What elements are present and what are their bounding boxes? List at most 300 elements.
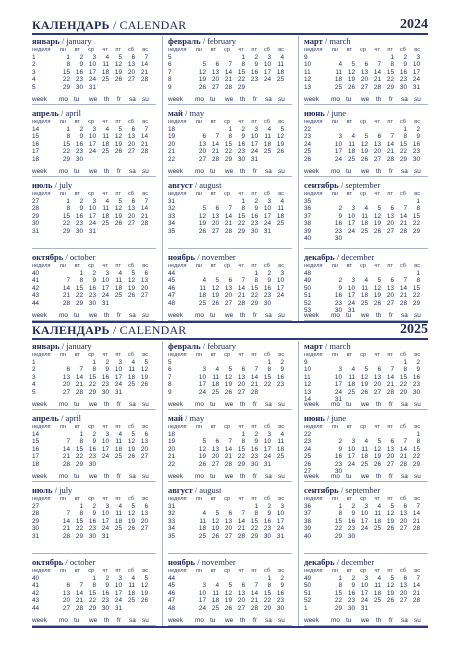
month-name	[32, 180, 72, 190]
month-name-ru: апрель	[32, 108, 59, 118]
day-cell: 21	[386, 148, 394, 156]
week-number: 44	[32, 604, 40, 612]
day-cell: 5	[118, 126, 122, 133]
day-cell: 13	[140, 510, 148, 518]
weekday-label: неделя	[304, 191, 323, 197]
weekday-label: пн	[331, 263, 338, 269]
weekday-label: вс	[142, 119, 148, 125]
day-cell: 14	[237, 517, 245, 525]
day-cell: 28	[224, 227, 232, 235]
weekday-footer-label: th	[240, 617, 246, 624]
day-cell: 13	[211, 68, 219, 76]
weekday-footer-label: sa	[401, 96, 408, 103]
day-cell: 3	[416, 54, 420, 61]
weekday-footer-label: sa	[265, 617, 272, 624]
weekday-label: чт	[374, 496, 380, 502]
day-cell: 27	[360, 83, 368, 91]
day-cell: 29	[62, 227, 70, 235]
day-cell: 14	[386, 140, 394, 148]
weekday-footer-label: we	[361, 401, 370, 408]
month-february	[168, 36, 292, 106]
weekday-footer-label: we	[225, 473, 234, 480]
weekday-footer	[32, 473, 156, 481]
day-cell: 30	[412, 155, 420, 163]
day-cell: 8	[79, 438, 83, 446]
weekday-label: вс	[142, 424, 148, 430]
day-cell: 26	[198, 460, 206, 468]
row-divider	[32, 481, 156, 482]
day-cell: 4	[364, 205, 368, 213]
day-cell: 18	[101, 140, 109, 148]
weekday-header	[304, 495, 428, 503]
day-cell: 29	[399, 155, 407, 163]
day-cell: 4	[131, 575, 135, 582]
day-cell: 5	[131, 431, 135, 438]
day-cell: 27	[399, 597, 407, 605]
month-name-ru: январь	[32, 341, 60, 351]
weekday-label: чт	[102, 47, 108, 53]
weekday-label: чт	[374, 47, 380, 53]
day-cell: 24	[276, 525, 284, 533]
weekday-footer	[168, 617, 292, 625]
weekday-label: вс	[142, 568, 148, 574]
day-cell: 9	[403, 61, 407, 69]
day-cell: 15	[386, 68, 394, 76]
weekday-label: вт	[74, 119, 80, 125]
day-cell: 1	[241, 54, 245, 61]
day-cell: 31	[412, 83, 420, 91]
weekday-footer-label: tu	[346, 401, 352, 408]
day-cell: 4	[267, 126, 271, 133]
week-number: 18	[168, 126, 176, 133]
day-cell: 12	[198, 212, 206, 220]
day-cell: 31	[101, 299, 109, 307]
day-cell: 17	[334, 148, 342, 156]
weekday-footer-label: mo	[59, 312, 68, 319]
month-name-separator: /	[200, 36, 208, 46]
day-cell: 23	[250, 453, 258, 461]
day-cell: 17	[263, 445, 271, 453]
week-number: 4	[32, 381, 36, 389]
day-cell: 16	[88, 517, 96, 525]
day-cell: 29	[237, 83, 245, 91]
month-name-separator: /	[63, 252, 70, 262]
day-cell: 3	[92, 126, 96, 133]
day-cell: 21	[75, 381, 83, 389]
weekday-header	[32, 495, 156, 503]
day-cell: 16	[250, 445, 258, 453]
day-cell: 10	[88, 61, 96, 69]
week-number: 12	[304, 381, 312, 389]
weekday-footer-label: we	[89, 312, 98, 319]
day-cell: 30	[88, 299, 96, 307]
week-number: 1	[32, 359, 36, 366]
weekday-label: сб	[399, 119, 406, 125]
year-header	[32, 18, 428, 34]
weekday-label: вт	[346, 496, 352, 502]
weekday-label: вс	[414, 119, 420, 125]
row-divider	[32, 553, 156, 554]
weekday-label: чт	[102, 496, 108, 502]
weekday-footer-label: we	[89, 96, 98, 103]
day-cell: 17	[198, 381, 206, 389]
weekday-label: пт	[251, 352, 257, 358]
weekday-footer-label: th	[376, 96, 382, 103]
day-cell: 18	[347, 381, 355, 389]
weekday-header	[304, 262, 428, 270]
weekday-footer-label: th	[104, 617, 110, 624]
weekday-footer-label: fr	[389, 473, 393, 480]
month-october	[32, 557, 156, 627]
day-cell: 12	[140, 366, 148, 374]
day-cell: 14	[386, 373, 394, 381]
day-cell: 1	[79, 270, 83, 277]
weekday-label: вс	[414, 263, 420, 269]
day-cell: 23	[276, 597, 284, 605]
day-cell: 7	[254, 582, 258, 590]
row-divider	[32, 248, 156, 249]
day-cell: 1	[241, 198, 245, 205]
week-number: 22	[168, 155, 176, 163]
day-cell: 13	[386, 445, 394, 453]
day-cell: 7	[66, 277, 70, 285]
calendar-title	[32, 18, 187, 33]
week-row	[304, 605, 428, 613]
day-cell: 14	[373, 68, 381, 76]
weekday-header	[32, 423, 156, 431]
week-number: 3	[32, 68, 36, 76]
weekday-label: неделя	[32, 191, 51, 197]
day-cell: 1	[338, 575, 342, 582]
day-cell: 18	[263, 140, 271, 148]
day-cell: 15	[412, 445, 420, 453]
day-cell: 30	[237, 155, 245, 163]
day-cell: 1	[228, 126, 232, 133]
column-divider	[298, 341, 299, 626]
day-cell: 8	[390, 61, 394, 69]
day-cell: 20	[399, 517, 407, 525]
day-cell: 7	[215, 133, 219, 141]
weekday-footer	[304, 168, 428, 176]
day-cell: 24	[198, 388, 206, 396]
day-cell: 3	[338, 133, 342, 141]
week-number: 46	[168, 589, 176, 597]
day-cell: 30	[75, 83, 83, 91]
week-number: 53	[304, 307, 312, 314]
day-cell: 22	[237, 453, 245, 461]
row-divider	[304, 481, 428, 482]
weekday-label: ср	[360, 119, 366, 125]
day-cell: 20	[140, 284, 148, 292]
month-name	[304, 341, 351, 351]
day-cell: 31	[347, 307, 355, 314]
day-cell: 21	[140, 212, 148, 220]
day-cell: 2	[416, 359, 420, 366]
day-cell: 10	[276, 510, 284, 518]
day-cell: 28	[224, 460, 232, 468]
week-number: 1	[304, 604, 308, 612]
day-cell: 24	[360, 597, 368, 605]
day-cell: 27	[211, 460, 219, 468]
day-cell: 14	[140, 133, 148, 141]
day-cell: 24	[88, 220, 96, 228]
day-cell: 21	[211, 148, 219, 156]
week-number: 17	[32, 453, 40, 461]
day-cell: 22	[62, 148, 70, 156]
day-cell: 4	[280, 198, 284, 205]
weekday-footer-label: we	[361, 473, 370, 480]
day-cell: 21	[224, 220, 232, 228]
day-cell: 21	[250, 597, 258, 605]
day-cell: 18	[114, 284, 122, 292]
day-cell: 12	[373, 284, 381, 292]
weekday-footer-label: sa	[401, 617, 408, 624]
day-cell: 1	[416, 198, 420, 205]
day-cell: 28	[250, 604, 258, 612]
day-cell: 6	[228, 277, 232, 285]
week-number: 5	[168, 54, 172, 61]
day-cell: 11	[115, 438, 122, 446]
day-cell: 12	[360, 373, 368, 381]
day-cell: 12	[140, 582, 148, 590]
weekday-label: чт	[102, 424, 108, 430]
day-cell: 17	[412, 68, 420, 76]
weekday-footer-label: sa	[265, 312, 272, 319]
week-number: 37	[304, 510, 312, 518]
day-cell: 9	[105, 582, 109, 590]
day-cell: 19	[127, 517, 135, 525]
day-cell: 4	[364, 438, 368, 446]
day-cell: 6	[241, 582, 245, 590]
weekday-footer-label: mo	[331, 617, 340, 624]
day-cell: 11	[277, 61, 284, 69]
month-name	[304, 557, 374, 567]
weekday-label: вт	[74, 496, 80, 502]
month-name-ru: май	[168, 413, 183, 423]
day-cell: 30	[75, 227, 83, 235]
weekday-footer-label: week	[168, 401, 183, 408]
week-number: 50	[304, 582, 312, 590]
weekday-footer-label: we	[89, 168, 98, 175]
day-cell: 24	[276, 292, 284, 300]
day-cell: 8	[66, 133, 70, 141]
weekday-header	[168, 46, 292, 54]
weekday-footer-label: sa	[129, 312, 136, 319]
day-cell: 10	[114, 582, 122, 590]
day-cell: 12	[373, 212, 381, 220]
weekday-label: вт	[346, 424, 352, 430]
day-cell: 1	[92, 359, 96, 366]
day-cell: 13	[386, 212, 394, 220]
weekday-label: вс	[278, 191, 284, 197]
day-cell: 16	[334, 453, 342, 461]
day-cell: 15	[75, 284, 83, 292]
weekday-label: неделя	[32, 119, 51, 125]
day-cell: 20	[237, 597, 245, 605]
week-number: 16	[32, 445, 40, 453]
weekday-label: вт	[346, 568, 352, 574]
weekday-footer	[32, 312, 156, 320]
weekday-label: сб	[263, 191, 270, 197]
weekday-footer-label: tu	[346, 617, 352, 624]
day-cell: 6	[403, 575, 407, 582]
day-cell: 6	[215, 61, 219, 69]
week-number: 9	[168, 83, 172, 91]
week-number: 31	[32, 227, 40, 235]
day-cell: 6	[215, 205, 219, 213]
day-cell: 29	[250, 299, 258, 307]
day-cell: 14	[412, 510, 420, 518]
weekday-label: неделя	[168, 352, 187, 358]
month-name-separator: /	[182, 413, 190, 423]
week-number: 10	[304, 61, 312, 69]
week-number: 8	[168, 381, 172, 389]
weekday-label: неделя	[304, 568, 323, 574]
day-cell: 30	[347, 604, 355, 612]
month-name	[32, 252, 95, 262]
weekday-label: пн	[195, 119, 202, 125]
weekday-footer-label: th	[376, 473, 382, 480]
weekday-footer-label: week	[304, 473, 319, 480]
month-name-en: december	[341, 252, 375, 262]
weekday-footer-label: sa	[129, 96, 136, 103]
weekday-footer-label: tu	[74, 312, 80, 319]
week-row	[168, 84, 292, 92]
weekday-footer-label: week	[168, 473, 183, 480]
day-cell: 28	[140, 76, 148, 84]
day-cell: 21	[75, 597, 83, 605]
week-row	[168, 461, 292, 469]
month-name-separator: /	[192, 485, 200, 495]
week-row	[32, 533, 156, 541]
weekday-footer-label: sa	[129, 617, 136, 624]
day-cell: 9	[254, 205, 258, 213]
week-number: 5	[32, 83, 36, 91]
day-cell: 24	[263, 453, 271, 461]
month-name-en: may	[189, 108, 205, 118]
weekday-label: чт	[102, 191, 108, 197]
day-cell: 15	[237, 212, 245, 220]
day-cell: 29	[386, 83, 394, 91]
weekday-label: чт	[238, 47, 244, 53]
month-name-ru: октябрь	[32, 252, 64, 262]
row-divider	[304, 248, 428, 249]
day-cell: 9	[416, 366, 420, 374]
weekday-label: ср	[88, 119, 94, 125]
weekday-header	[304, 351, 428, 359]
weekday-footer-label: su	[278, 473, 285, 480]
day-cell: 29	[237, 227, 245, 235]
day-cell: 10	[198, 589, 206, 597]
day-cell: 27	[140, 453, 148, 461]
week-number: 40	[32, 575, 40, 582]
day-cell: 21	[399, 220, 407, 228]
day-cell: 27	[224, 532, 232, 540]
weekday-label: неделя	[168, 496, 187, 502]
day-cell: 7	[416, 575, 420, 582]
day-cell: 1	[66, 54, 70, 61]
day-cell: 2	[92, 431, 96, 438]
week-number: 31	[168, 198, 176, 205]
month-april	[32, 413, 156, 483]
day-cell: 11	[277, 438, 284, 446]
day-cell: 13	[360, 68, 368, 76]
year-number: 2025	[400, 322, 428, 337]
weekday-footer-label: mo	[331, 96, 340, 103]
day-cell: 19	[127, 284, 135, 292]
week-number: 10	[304, 366, 312, 374]
day-cell: 19	[386, 589, 394, 597]
day-cell: 20	[140, 445, 148, 453]
day-cell: 7	[377, 61, 381, 69]
weekday-footer-label: su	[414, 312, 421, 319]
weekday-footer-label: we	[225, 96, 234, 103]
year-block-2024	[32, 18, 428, 318]
week-number: 33	[168, 212, 176, 220]
day-cell: 4	[351, 133, 355, 141]
day-cell: 2	[351, 503, 355, 510]
weekday-label: неделя	[168, 424, 187, 430]
day-cell: 29	[88, 388, 96, 396]
week-row	[168, 605, 292, 613]
day-cell: 24	[347, 460, 355, 468]
day-cell: 30	[334, 235, 342, 242]
day-cell: 13	[224, 517, 232, 525]
year-block-2025	[32, 323, 428, 623]
day-cell: 5	[377, 277, 381, 285]
weekday-footer-label: tu	[210, 96, 216, 103]
weekday-label: ср	[360, 263, 366, 269]
weekday-label: сб	[399, 568, 406, 574]
month-name-ru: март	[304, 341, 323, 351]
day-cell: 20	[373, 148, 381, 156]
weekday-footer-label: sa	[401, 312, 408, 319]
day-cell: 2	[280, 575, 284, 582]
day-cell: 17	[276, 284, 284, 292]
day-cell: 11	[115, 277, 122, 285]
weekday-label: сб	[263, 263, 270, 269]
day-cell: 11	[102, 133, 109, 141]
day-cell: 3	[351, 438, 355, 446]
week-row	[32, 605, 156, 613]
weekday-label: чт	[374, 263, 380, 269]
month-name-separator: /	[59, 341, 67, 351]
day-cell: 1	[92, 575, 96, 582]
day-cell: 27	[62, 388, 70, 396]
week-number: 2	[32, 366, 36, 374]
day-cell: 22	[412, 292, 420, 300]
day-cell: 1	[403, 359, 407, 366]
weekday-footer-label: su	[278, 168, 285, 175]
weekday-footer	[304, 401, 428, 409]
month-name-en: february	[207, 36, 236, 46]
week-number: 40	[304, 235, 312, 242]
title-separator: /	[109, 18, 120, 32]
month-name-separator: /	[182, 108, 190, 118]
month-name-separator: /	[52, 485, 60, 495]
day-cell: 7	[79, 582, 83, 590]
day-cell: 9	[92, 438, 96, 446]
weekday-label: пт	[115, 352, 121, 358]
weekday-label: сб	[127, 352, 134, 358]
month-name	[304, 252, 374, 262]
row-divider	[32, 176, 156, 177]
day-cell: 12	[211, 284, 219, 292]
month-name-ru: апрель	[32, 413, 59, 423]
day-cell: 4	[118, 431, 122, 438]
day-cell: 28	[237, 299, 245, 307]
day-cell: 18	[347, 148, 355, 156]
